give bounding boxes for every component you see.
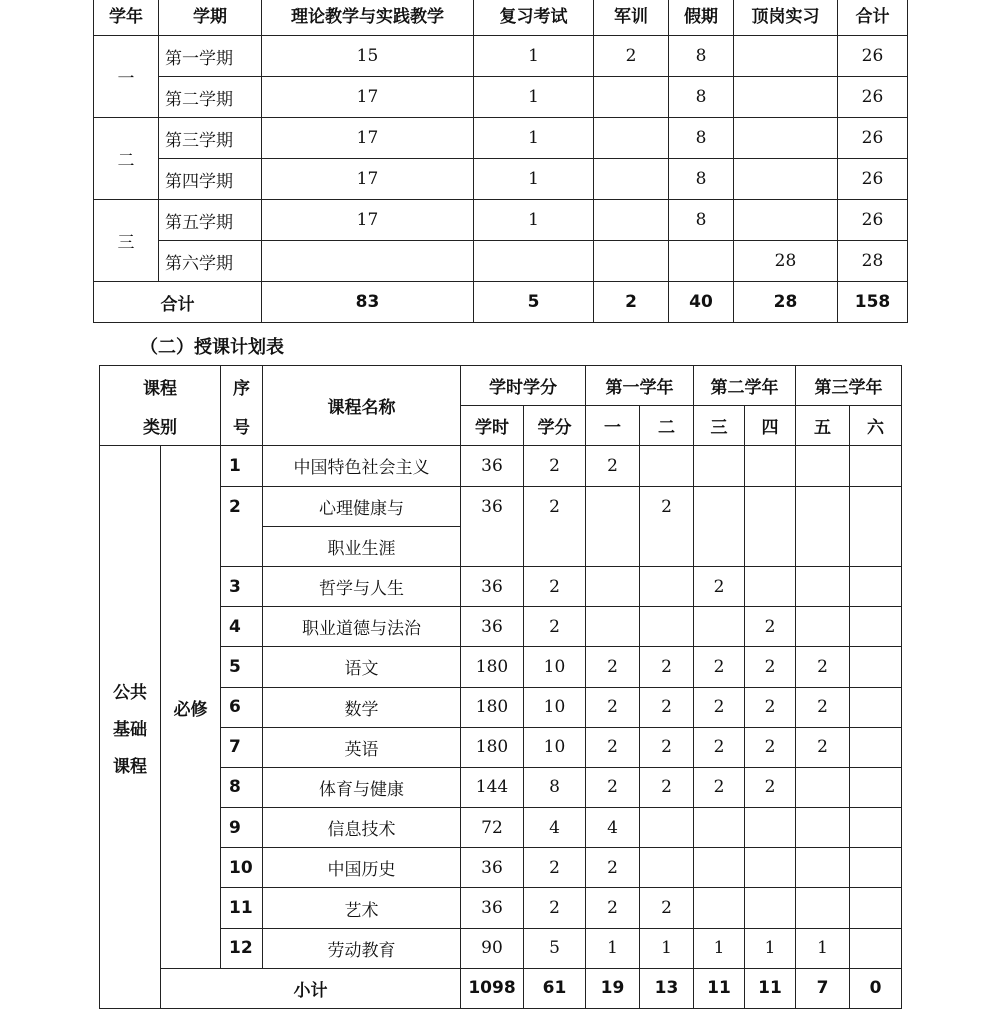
term-hours-cell bbox=[850, 808, 902, 848]
hours-credits-header: 学时学分 bbox=[461, 366, 586, 406]
course-plan-table bbox=[99, 365, 902, 1009]
table-row bbox=[94, 159, 908, 200]
value-cell: 1 bbox=[474, 118, 594, 159]
term-hours-cell: 2 bbox=[796, 687, 850, 727]
term-hours-cell bbox=[796, 446, 850, 486]
total-value: 83 bbox=[262, 282, 474, 323]
semester-cell: 第三学期 bbox=[159, 118, 262, 159]
total-value: 158 bbox=[838, 282, 908, 323]
value-cell bbox=[669, 241, 734, 282]
term-hours-cell bbox=[796, 486, 850, 566]
term-hours-cell: 2 bbox=[745, 767, 796, 807]
course-name-cell: 劳动教育 bbox=[263, 928, 461, 968]
credits-cell: 2 bbox=[524, 566, 586, 606]
term-hours-cell bbox=[694, 446, 745, 486]
total-label: 合计 bbox=[94, 282, 262, 323]
value-cell bbox=[734, 36, 838, 77]
year2-header: 第二学年 bbox=[694, 366, 796, 406]
term-hours-cell: 2 bbox=[694, 727, 745, 767]
term-header: 五 bbox=[796, 406, 850, 446]
value-cell bbox=[594, 77, 669, 118]
term-hours-cell: 2 bbox=[640, 647, 694, 687]
value-cell bbox=[734, 77, 838, 118]
term-hours-cell: 2 bbox=[745, 687, 796, 727]
subtotal-row bbox=[100, 968, 902, 1008]
term-hours-cell: 2 bbox=[745, 727, 796, 767]
header-cell: 理论教学与实践教学 bbox=[262, 0, 474, 36]
term-hours-cell bbox=[745, 486, 796, 566]
value-cell: 28 bbox=[734, 241, 838, 282]
term-header: 三 bbox=[694, 406, 745, 446]
value-cell: 1 bbox=[474, 200, 594, 241]
hours-cell: 180 bbox=[461, 687, 524, 727]
hours-cell: 180 bbox=[461, 647, 524, 687]
table-row bbox=[100, 767, 902, 807]
table-row bbox=[100, 808, 902, 848]
term-hours-cell: 1 bbox=[796, 928, 850, 968]
value-cell: 28 bbox=[838, 241, 908, 282]
term-hours-cell bbox=[586, 486, 640, 566]
term-hours-cell: 2 bbox=[586, 848, 640, 888]
subtotal-term: 11 bbox=[694, 968, 745, 1008]
header-cell: 假期 bbox=[669, 0, 734, 36]
term-hours-cell bbox=[850, 486, 902, 566]
term-hours-cell bbox=[850, 767, 902, 807]
term-hours-cell: 1 bbox=[586, 928, 640, 968]
term-hours-cell: 2 bbox=[640, 888, 694, 928]
category-main bbox=[100, 446, 161, 1009]
year3-header: 第三学年 bbox=[796, 366, 902, 406]
table-row bbox=[100, 888, 902, 928]
term-hours-cell: 2 bbox=[796, 727, 850, 767]
course-name-cell: 艺术 bbox=[263, 888, 461, 928]
term-hours-cell bbox=[745, 888, 796, 928]
table-row bbox=[100, 446, 902, 486]
semester-cell: 第一学期 bbox=[159, 36, 262, 77]
value-cell: 17 bbox=[262, 159, 474, 200]
value-cell bbox=[734, 118, 838, 159]
header-cell: 顶岗实习 bbox=[734, 0, 838, 36]
value-cell: 8 bbox=[669, 36, 734, 77]
value-cell: 26 bbox=[838, 200, 908, 241]
term-hours-cell bbox=[850, 687, 902, 727]
term-hours-cell bbox=[850, 848, 902, 888]
term-hours-cell bbox=[745, 566, 796, 606]
course-name-cell: 英语 bbox=[263, 727, 461, 767]
credits-cell: 2 bbox=[524, 486, 586, 566]
term-hours-cell bbox=[796, 888, 850, 928]
value-cell bbox=[594, 118, 669, 159]
year1-header: 第一学年 bbox=[586, 366, 694, 406]
value-cell bbox=[594, 200, 669, 241]
hours-cell: 36 bbox=[461, 566, 524, 606]
course-name-cell: 语文 bbox=[263, 647, 461, 687]
credits-cell: 2 bbox=[524, 848, 586, 888]
hours-cell: 36 bbox=[461, 486, 524, 566]
term-hours-cell: 2 bbox=[640, 727, 694, 767]
header-cell: 复习考试 bbox=[474, 0, 594, 36]
subtotal-term: 13 bbox=[640, 968, 694, 1008]
header-cell: 学年 bbox=[94, 0, 159, 36]
course-name-cell: 中国历史 bbox=[263, 848, 461, 888]
category-main-line: 公共 bbox=[113, 682, 147, 703]
term-header: 四 bbox=[745, 406, 796, 446]
semester-cell: 第六学期 bbox=[159, 241, 262, 282]
seq-cell: 8 bbox=[221, 767, 263, 807]
table-row bbox=[100, 607, 902, 647]
table-row bbox=[94, 77, 908, 118]
term-hours-cell: 2 bbox=[586, 446, 640, 486]
term-hours-cell bbox=[850, 566, 902, 606]
value-cell: 17 bbox=[262, 77, 474, 118]
term-hours-cell bbox=[694, 607, 745, 647]
term-hours-cell bbox=[640, 566, 694, 606]
seq-header-line: 号 bbox=[233, 417, 250, 438]
table-row bbox=[100, 848, 902, 888]
header-cell: 军训 bbox=[594, 0, 669, 36]
value-cell bbox=[734, 159, 838, 200]
credits-cell: 5 bbox=[524, 928, 586, 968]
table-row bbox=[94, 200, 908, 241]
credits-cell: 10 bbox=[524, 687, 586, 727]
seq-cell: 1 bbox=[221, 446, 263, 486]
term-hours-cell: 2 bbox=[694, 687, 745, 727]
course-name-cell: 心理健康与 bbox=[263, 486, 461, 526]
term-hours-cell: 2 bbox=[586, 647, 640, 687]
seq-cell: 3 bbox=[221, 566, 263, 606]
value-cell bbox=[594, 159, 669, 200]
course-name-cell: 信息技术 bbox=[263, 808, 461, 848]
term-hours-cell: 2 bbox=[640, 486, 694, 566]
semester-cell: 第四学期 bbox=[159, 159, 262, 200]
course-name-cell: 哲学与人生 bbox=[263, 566, 461, 606]
table-row bbox=[100, 928, 902, 968]
term-hours-cell: 2 bbox=[586, 687, 640, 727]
term-hours-cell bbox=[796, 808, 850, 848]
total-row bbox=[94, 282, 908, 323]
term-hours-cell: 2 bbox=[796, 647, 850, 687]
hours-cell: 144 bbox=[461, 767, 524, 807]
term-hours-cell bbox=[640, 848, 694, 888]
term-hours-cell bbox=[694, 888, 745, 928]
credits-cell: 10 bbox=[524, 727, 586, 767]
term-hours-cell: 1 bbox=[745, 928, 796, 968]
value-cell: 26 bbox=[838, 118, 908, 159]
hours-cell: 90 bbox=[461, 928, 524, 968]
credits-cell: 2 bbox=[524, 446, 586, 486]
value-cell: 17 bbox=[262, 118, 474, 159]
value-cell: 8 bbox=[669, 200, 734, 241]
total-value: 40 bbox=[669, 282, 734, 323]
term-hours-cell: 2 bbox=[586, 888, 640, 928]
value-cell: 1 bbox=[474, 36, 594, 77]
term-hours-cell bbox=[694, 486, 745, 566]
seq-cell: 10 bbox=[221, 848, 263, 888]
term-hours-cell: 1 bbox=[640, 928, 694, 968]
term-hours-cell: 2 bbox=[640, 767, 694, 807]
term-hours-cell bbox=[640, 808, 694, 848]
term-hours-cell bbox=[850, 888, 902, 928]
category-header bbox=[100, 366, 221, 446]
credits-cell: 8 bbox=[524, 767, 586, 807]
term-hours-cell: 2 bbox=[640, 687, 694, 727]
value-cell: 15 bbox=[262, 36, 474, 77]
year-cell: 二 bbox=[94, 118, 159, 200]
term-hours-cell bbox=[796, 566, 850, 606]
course-name-cell: 职业道德与法治 bbox=[263, 607, 461, 647]
term-hours-cell bbox=[745, 808, 796, 848]
term-hours-cell bbox=[640, 607, 694, 647]
total-value: 5 bbox=[474, 282, 594, 323]
term-hours-cell: 1 bbox=[694, 928, 745, 968]
seq-cell: 7 bbox=[221, 727, 263, 767]
header-cell: 学期 bbox=[159, 0, 262, 36]
term-hours-cell bbox=[850, 727, 902, 767]
subtotal-term: 0 bbox=[850, 968, 902, 1008]
subtotal-label: 小计 bbox=[161, 968, 461, 1008]
term-hours-cell: 2 bbox=[586, 727, 640, 767]
hours-cell: 180 bbox=[461, 727, 524, 767]
value-cell bbox=[594, 241, 669, 282]
credits-cell: 2 bbox=[524, 888, 586, 928]
value-cell: 8 bbox=[669, 118, 734, 159]
term-hours-cell bbox=[796, 607, 850, 647]
seq-header bbox=[221, 366, 263, 446]
term-hours-cell bbox=[640, 446, 694, 486]
value-cell: 1 bbox=[474, 77, 594, 118]
category-sub: 必修 bbox=[161, 446, 221, 968]
value-cell: 26 bbox=[838, 159, 908, 200]
seq-cell: 9 bbox=[221, 808, 263, 848]
table-row bbox=[94, 118, 908, 159]
term-hours-cell bbox=[850, 928, 902, 968]
value-cell: 17 bbox=[262, 200, 474, 241]
credits-header: 学分 bbox=[524, 406, 586, 446]
term-hours-cell bbox=[796, 848, 850, 888]
value-cell: 8 bbox=[669, 159, 734, 200]
course-name-header: 课程名称 bbox=[263, 366, 461, 446]
category-main-line: 课程 bbox=[113, 756, 147, 777]
term-hours-cell: 2 bbox=[694, 566, 745, 606]
value-cell bbox=[474, 241, 594, 282]
subtotal-term: 19 bbox=[586, 968, 640, 1008]
subtotal-term: 7 bbox=[796, 968, 850, 1008]
value-cell: 8 bbox=[669, 77, 734, 118]
year-cell: 三 bbox=[94, 200, 159, 282]
term-hours-cell bbox=[694, 808, 745, 848]
term-hours-cell bbox=[745, 848, 796, 888]
seq-cell: 6 bbox=[221, 687, 263, 727]
term-hours-cell: 4 bbox=[586, 808, 640, 848]
subtotal-term: 11 bbox=[745, 968, 796, 1008]
term-hours-cell bbox=[850, 647, 902, 687]
table-row bbox=[94, 241, 908, 282]
seq-header-line: 序 bbox=[233, 378, 250, 399]
hours-cell: 72 bbox=[461, 808, 524, 848]
table-row bbox=[100, 486, 902, 526]
table-row bbox=[100, 727, 902, 767]
term-hours-cell: 2 bbox=[745, 647, 796, 687]
course-name-cell: 职业生涯 bbox=[263, 526, 461, 566]
table-row bbox=[100, 647, 902, 687]
seq-cell: 2 bbox=[221, 486, 263, 566]
year-cell: 一 bbox=[94, 36, 159, 118]
header-cell: 合计 bbox=[838, 0, 908, 36]
term-hours-cell bbox=[745, 446, 796, 486]
semester-cell: 第五学期 bbox=[159, 200, 262, 241]
credits-cell: 2 bbox=[524, 607, 586, 647]
hours-cell: 36 bbox=[461, 607, 524, 647]
term-header: 二 bbox=[640, 406, 694, 446]
term-hours-cell: 2 bbox=[694, 767, 745, 807]
value-cell: 2 bbox=[594, 36, 669, 77]
subtotal-credits: 61 bbox=[524, 968, 586, 1008]
seq-cell: 5 bbox=[221, 647, 263, 687]
value-cell bbox=[262, 241, 474, 282]
course-name-cell: 中国特色社会主义 bbox=[263, 446, 461, 486]
seq-cell: 12 bbox=[221, 928, 263, 968]
course-name-cell: 体育与健康 bbox=[263, 767, 461, 807]
table-row bbox=[100, 566, 902, 606]
term-hours-cell: 2 bbox=[586, 767, 640, 807]
value-cell: 26 bbox=[838, 77, 908, 118]
term-hours-cell bbox=[796, 767, 850, 807]
term-hours-cell: 2 bbox=[745, 607, 796, 647]
value-cell: 26 bbox=[838, 36, 908, 77]
term-hours-cell bbox=[850, 446, 902, 486]
category-header-line: 类别 bbox=[143, 417, 177, 438]
credits-cell: 10 bbox=[524, 647, 586, 687]
total-value: 28 bbox=[734, 282, 838, 323]
hours-header: 学时 bbox=[461, 406, 524, 446]
term-hours-cell bbox=[586, 566, 640, 606]
hours-cell: 36 bbox=[461, 848, 524, 888]
table-row bbox=[100, 687, 902, 727]
semester-cell: 第二学期 bbox=[159, 77, 262, 118]
term-hours-cell bbox=[586, 607, 640, 647]
seq-cell: 4 bbox=[221, 607, 263, 647]
seq-cell: 11 bbox=[221, 888, 263, 928]
subtotal-hours: 1098 bbox=[461, 968, 524, 1008]
value-cell bbox=[734, 200, 838, 241]
value-cell: 1 bbox=[474, 159, 594, 200]
course-name-cell: 数学 bbox=[263, 687, 461, 727]
table-row bbox=[94, 36, 908, 77]
term-header: 一 bbox=[586, 406, 640, 446]
term-header: 六 bbox=[850, 406, 902, 446]
term-hours-cell: 2 bbox=[694, 647, 745, 687]
hours-cell: 36 bbox=[461, 888, 524, 928]
category-header-line: 课程 bbox=[143, 378, 177, 399]
term-hours-cell bbox=[694, 848, 745, 888]
weeks-allocation-table bbox=[93, 0, 908, 323]
term-hours-cell bbox=[850, 607, 902, 647]
hours-cell: 36 bbox=[461, 446, 524, 486]
total-value: 2 bbox=[594, 282, 669, 323]
section-title: （二）授课计划表 bbox=[140, 337, 284, 358]
category-main-line: 基础 bbox=[113, 719, 147, 740]
credits-cell: 4 bbox=[524, 808, 586, 848]
